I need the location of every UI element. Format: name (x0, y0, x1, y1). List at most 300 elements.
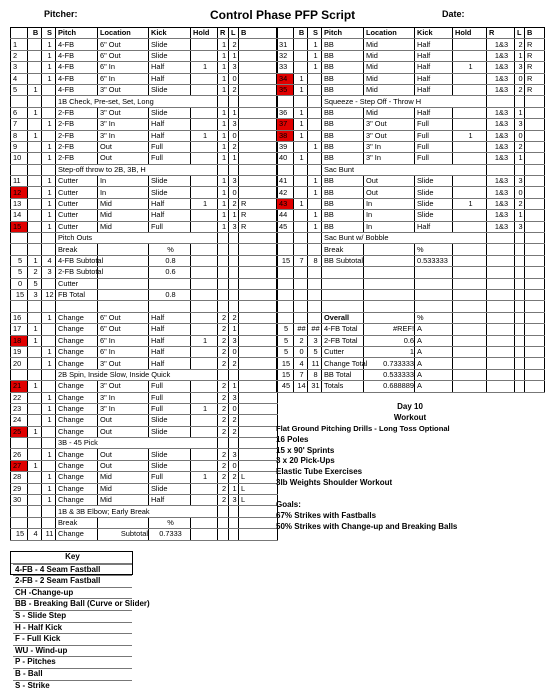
pitch-location: 3" In (98, 119, 149, 130)
stat-percent: 0.533333 (415, 255, 453, 266)
note-spacer (11, 164, 28, 175)
note-spacer (239, 96, 278, 107)
strike-mark (308, 119, 322, 130)
row-number: 32 (277, 50, 294, 61)
strike-mark: 1 (42, 176, 56, 187)
column-header-pitch: Pitch (56, 28, 98, 39)
hold-count (191, 358, 218, 369)
strike-mark: 1 (42, 198, 56, 209)
note-spacer (28, 369, 42, 380)
hold-count (191, 84, 218, 95)
key-item: P - Pitches (13, 656, 132, 668)
pitch-type: BB (322, 130, 364, 141)
stat-row (277, 335, 545, 346)
stat-empty (453, 324, 487, 335)
pitch-location: 6" In (98, 335, 149, 346)
hold-count (191, 449, 218, 460)
workout-item: 50% Strikes with Change-up and Breaking Balls (276, 521, 458, 531)
runner-b (239, 176, 278, 187)
ball-mark (294, 210, 308, 221)
stat-balls: 5 (28, 278, 42, 289)
stat-percent: 0.8 (149, 255, 191, 266)
runner-b (525, 210, 545, 221)
runner-l: 3 (229, 392, 239, 403)
stat-empty (229, 278, 239, 289)
ball-mark: 1 (294, 130, 308, 141)
kick-type: Slide (415, 210, 453, 221)
ball-mark (294, 39, 308, 50)
table-row (11, 130, 278, 141)
key-legend (10, 551, 150, 690)
stat-percent: % (149, 244, 191, 255)
runner-r: 1&3 (487, 210, 515, 221)
blank-cell (308, 289, 322, 300)
runner-l: 2 (229, 426, 239, 437)
hold-count (453, 221, 487, 232)
blank-cell (453, 278, 487, 289)
stat-empty (487, 381, 515, 392)
stat-label: BB Subtotal (322, 255, 364, 266)
column-header-ball: B (28, 28, 42, 39)
table-row (11, 198, 278, 209)
stat-empty (239, 517, 278, 528)
ball-mark: 1 (28, 381, 42, 392)
strike-mark: 1 (42, 472, 56, 483)
pitch-location: Out (98, 141, 149, 152)
note-spacer (277, 164, 294, 175)
pitch-location: 3" Out (98, 107, 149, 118)
strike-mark: 1 (308, 62, 322, 73)
runner-b (239, 324, 278, 335)
stat-empty (525, 369, 545, 380)
pitch-type: 2-FB (56, 107, 98, 118)
hold-count (191, 312, 218, 323)
stat-strikes: 3 (308, 335, 322, 346)
runner-b: R (525, 50, 545, 61)
pitch-type: Change (56, 426, 98, 437)
strike-mark (308, 198, 322, 209)
pitch-location: Mid (98, 210, 149, 221)
section-note-row (11, 96, 278, 107)
ball-mark (28, 472, 42, 483)
kick-type: Slide (149, 84, 191, 95)
section-note: Pitch Outs (56, 233, 218, 244)
stat-balls: 4 (294, 358, 308, 369)
hold-count (191, 39, 218, 50)
ball-mark (28, 210, 42, 221)
runner-l: 2 (229, 472, 239, 483)
stat-label: Change (56, 529, 98, 540)
ball-mark (28, 73, 42, 84)
row-number: 39 (277, 141, 294, 152)
table-row (11, 472, 278, 483)
note-spacer (229, 96, 239, 107)
pitch-location: Mid (364, 73, 415, 84)
column-header-ball: B (294, 28, 308, 39)
stat-empty (515, 244, 525, 255)
runner-l: 2 (515, 39, 525, 50)
runner-b: R (525, 73, 545, 84)
blank-cell (515, 301, 525, 312)
ball-mark: 1 (294, 198, 308, 209)
runner-b: L (239, 472, 278, 483)
hold-count (191, 483, 218, 494)
strike-mark (42, 460, 56, 471)
kick-type: Slide (149, 483, 191, 494)
note-spacer (218, 233, 229, 244)
stat-strikes: 4 (42, 255, 56, 266)
stat-value (364, 255, 415, 266)
day-label: Day 10 (397, 402, 423, 411)
column-header-r: R (218, 28, 229, 39)
kick-type: Full (149, 381, 191, 392)
runner-r: 1&3 (487, 50, 515, 61)
runner-b (239, 335, 278, 346)
stat-strikes (42, 278, 56, 289)
note-spacer (487, 164, 515, 175)
pitch-type: Change (56, 324, 98, 335)
hold-count (191, 426, 218, 437)
pitcher-label: Pitcher: (44, 9, 78, 19)
table-row (11, 358, 278, 369)
strike-mark (42, 324, 56, 335)
runner-r: 1 (218, 84, 229, 95)
hold-count (191, 460, 218, 471)
stat-label: Break (56, 244, 98, 255)
runner-l: 3 (515, 62, 525, 73)
pitch-location: In (98, 176, 149, 187)
pitch-type: BB (322, 176, 364, 187)
runner-l: 1 (515, 107, 525, 118)
strike-mark: 1 (42, 50, 56, 61)
note-spacer (229, 438, 239, 449)
stat-percent: 0.6 (149, 267, 191, 278)
pitch-type: BB (322, 50, 364, 61)
strike-mark: 1 (42, 392, 56, 403)
strike-mark (42, 84, 56, 95)
blank-cell (322, 278, 364, 289)
runner-l: 3 (515, 221, 525, 232)
stat-row (11, 517, 278, 528)
stat-empty (191, 278, 218, 289)
stat-empty (453, 358, 487, 369)
runner-b (525, 130, 545, 141)
stat-pitches: 15 (11, 289, 28, 300)
note-spacer (294, 164, 308, 175)
strike-mark: 1 (42, 119, 56, 130)
note-spacer (239, 233, 278, 244)
hold-count (453, 210, 487, 221)
runner-r: 1 (218, 221, 229, 232)
stat-row (277, 244, 545, 255)
ball-mark (28, 403, 42, 414)
stat-empty (239, 529, 278, 540)
kick-type: Half (149, 210, 191, 221)
runner-b (239, 84, 278, 95)
section-note-row (11, 438, 278, 449)
pitch-location: 3" In (364, 141, 415, 152)
hold-count (191, 381, 218, 392)
runner-l: 3 (515, 119, 525, 130)
hold-count: 1 (191, 403, 218, 414)
table-header-row (11, 28, 278, 39)
strike-mark: 1 (308, 187, 322, 198)
table-row (277, 39, 545, 50)
stat-row (11, 267, 278, 278)
ball-mark (28, 221, 42, 232)
hold-count: 1 (191, 198, 218, 209)
row-number: 20 (11, 358, 28, 369)
row-number: 36 (277, 107, 294, 118)
runner-b (525, 221, 545, 232)
runner-r: 1&3 (487, 141, 515, 152)
table-row (11, 39, 278, 50)
table-row (11, 210, 278, 221)
kick-type: Full (149, 153, 191, 164)
pitch-location: 3" Out (98, 84, 149, 95)
row-number: 43 (277, 198, 294, 209)
stat-strikes (308, 244, 322, 255)
pitch-type: Change (56, 335, 98, 346)
blank-row (277, 289, 545, 300)
note-spacer (218, 164, 229, 175)
pitch-type: BB (322, 73, 364, 84)
kick-type: Slide (149, 415, 191, 426)
note-spacer (229, 164, 239, 175)
blank-cell (415, 267, 453, 278)
blank-cell (453, 301, 487, 312)
stat-empty (515, 335, 525, 346)
pitch-location: 6" In (98, 62, 149, 73)
strike-mark: 1 (42, 187, 56, 198)
row-number: 17 (11, 324, 28, 335)
runner-l: 0 (515, 187, 525, 198)
ball-mark (28, 62, 42, 73)
runner-r: 1 (218, 198, 229, 209)
note-spacer (11, 506, 28, 517)
hold-count (191, 50, 218, 61)
pitch-type: BB (322, 210, 364, 221)
note-spacer (229, 506, 239, 517)
blank-row (277, 301, 545, 312)
kick-type: Slide (149, 460, 191, 471)
kick-type: Half (415, 62, 453, 73)
stat-strikes: 8 (308, 255, 322, 266)
row-number: 7 (11, 119, 28, 130)
strike-mark: 1 (42, 221, 56, 232)
stat-pitches (277, 244, 294, 255)
blank-cell (515, 289, 525, 300)
runner-l: 0 (229, 460, 239, 471)
kick-type: Slide (415, 176, 453, 187)
runner-r: 2 (218, 312, 229, 323)
table-row (277, 107, 545, 118)
kick-type: Slide (415, 198, 453, 209)
strike-mark: 1 (308, 221, 322, 232)
hold-count (453, 153, 487, 164)
strike-mark: 1 (42, 403, 56, 414)
row-number: 5 (11, 84, 28, 95)
pitch-location: Out (364, 187, 415, 198)
table-row (11, 403, 278, 414)
blank-cell (277, 267, 294, 278)
row-number: 4 (11, 73, 28, 84)
hold-count (453, 107, 487, 118)
pitch-location: Mid (364, 62, 415, 73)
row-number: 29 (11, 483, 28, 494)
row-number: 12 (11, 187, 28, 198)
pitch-location: 3" In (98, 130, 149, 141)
runner-r: 1 (218, 176, 229, 187)
pitch-location: Mid (98, 495, 149, 506)
column-header-b: B (525, 28, 545, 39)
kick-type: Full (149, 141, 191, 152)
row-number: 45 (277, 221, 294, 232)
row-number: 34 (277, 73, 294, 84)
row-number: 15 (11, 221, 28, 232)
blank-cell (515, 278, 525, 289)
pitch-type: BB (322, 153, 364, 164)
column-header-strike: S (42, 28, 56, 39)
blank-cell (515, 267, 525, 278)
note-spacer (239, 438, 278, 449)
runner-r: 2 (218, 483, 229, 494)
column-header-l: L (229, 28, 239, 39)
runner-l: 2 (515, 198, 525, 209)
ball-mark (28, 50, 42, 61)
section-note-row (11, 369, 278, 380)
pitch-location: 6" Out (98, 50, 149, 61)
runner-b (239, 73, 278, 84)
hold-count (191, 187, 218, 198)
key-item: S - Slide Step (13, 610, 132, 622)
table-row (277, 119, 545, 130)
hold-count (453, 119, 487, 130)
stat-empty (487, 312, 515, 323)
pitch-type: 4-FB (56, 73, 98, 84)
note-spacer (525, 164, 545, 175)
strike-mark (42, 107, 56, 118)
hold-count (453, 50, 487, 61)
stat-balls: 1 (28, 255, 42, 266)
kick-type: Half (149, 312, 191, 323)
ball-mark: 1 (294, 119, 308, 130)
hold-count (453, 39, 487, 50)
table-row (277, 176, 545, 187)
table-row (277, 153, 545, 164)
stat-balls (28, 517, 42, 528)
ball-mark (28, 358, 42, 369)
blank-cell (487, 301, 515, 312)
pitch-type: Change (56, 358, 98, 369)
row-number: 35 (277, 84, 294, 95)
table-row (11, 495, 278, 506)
stat-value: Subtotal (98, 529, 149, 540)
runner-b (525, 141, 545, 152)
pitch-location: 6" In (98, 73, 149, 84)
runner-b (239, 130, 278, 141)
pitch-location: Mid (98, 472, 149, 483)
ball-mark (28, 312, 42, 323)
kick-type: Full (415, 141, 453, 152)
strike-mark: 1 (42, 312, 56, 323)
row-number: 23 (11, 403, 28, 414)
stat-label: Totals (322, 381, 364, 392)
pitch-location: 6" In (98, 346, 149, 357)
stat-value (364, 312, 415, 323)
strike-mark: 1 (308, 141, 322, 152)
blank-cell (453, 289, 487, 300)
table-row (11, 153, 278, 164)
ball-mark: 1 (28, 107, 42, 118)
blank-cell (294, 267, 308, 278)
stat-empty (525, 324, 545, 335)
key-item: 4-FB - 4 Seam Fastball (13, 564, 132, 576)
blank-cell (525, 301, 545, 312)
stat-empty (487, 335, 515, 346)
stat-balls: 0 (294, 346, 308, 357)
pitch-location: Out (98, 426, 149, 437)
pitch-location: In (364, 210, 415, 221)
runner-l: 0 (229, 130, 239, 141)
ball-mark (294, 50, 308, 61)
blank-cell (294, 301, 308, 312)
pitch-type: 2-FB (56, 119, 98, 130)
column-header-r: R (487, 28, 515, 39)
note-spacer (42, 506, 56, 517)
stat-empty (525, 381, 545, 392)
stat-empty (525, 312, 545, 323)
hold-count: 1 (191, 335, 218, 346)
blank-row (277, 267, 545, 278)
stat-empty (525, 346, 545, 357)
date-label: Date: (442, 9, 465, 19)
runner-l: 3 (229, 176, 239, 187)
note-spacer (277, 96, 294, 107)
stat-pitches: 5 (277, 335, 294, 346)
row-number: 33 (277, 62, 294, 73)
section-note: Sac Bunt (322, 164, 487, 175)
runner-b (239, 187, 278, 198)
note-spacer (515, 164, 525, 175)
column-header-hold: Hold (453, 28, 487, 39)
strike-mark (42, 381, 56, 392)
pitch-type: 2-FB (56, 141, 98, 152)
table-row (11, 460, 278, 471)
stat-empty (239, 278, 278, 289)
section-note-row (11, 164, 278, 175)
workout-item: Goals: (276, 500, 301, 510)
stat-value: 0.688889 (364, 381, 415, 392)
pitch-location: Mid (364, 39, 415, 50)
note-spacer (487, 233, 515, 244)
runner-l: 1 (515, 153, 525, 164)
stat-empty (453, 335, 487, 346)
key-item: S - Strike (13, 680, 132, 692)
kick-type: Half (415, 73, 453, 84)
runner-l: 3 (515, 176, 525, 187)
pitch-type: Cutter (56, 187, 98, 198)
table-row (11, 415, 278, 426)
strike-mark (308, 84, 322, 95)
blank-cell (218, 301, 229, 312)
table-row (277, 130, 545, 141)
kick-type: Slide (149, 107, 191, 118)
hold-count: 1 (191, 130, 218, 141)
runner-b: L (239, 483, 278, 494)
row-number: 30 (11, 495, 28, 506)
pitch-location: Out (98, 415, 149, 426)
